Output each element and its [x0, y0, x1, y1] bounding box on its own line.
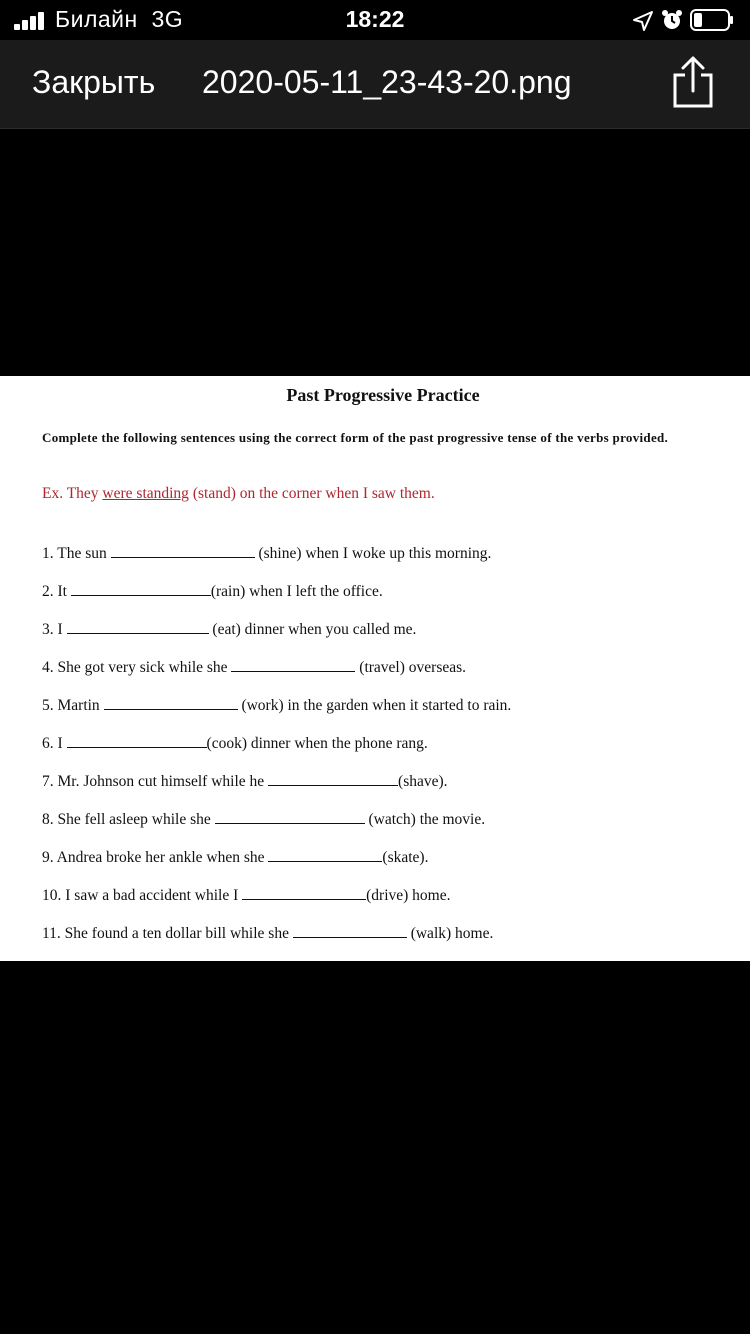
exercise-item: 2. It (rain) when I left the office.: [42, 583, 383, 600]
worksheet-image[interactable]: [0, 376, 750, 961]
answer-blank: [268, 771, 398, 786]
answer-blank: [104, 695, 238, 710]
exercise-item: 1. The sun (shine) when I woke up this morning.: [42, 545, 492, 562]
exercise-item: 10. I saw a bad accident while I (drive) home.: [42, 887, 451, 904]
exercise-item: 9. Andrea broke her ankle when she (skate).: [42, 849, 429, 866]
example-answer: were standing: [102, 485, 189, 502]
answer-blank: [231, 657, 355, 672]
answer-blank: [268, 847, 382, 862]
example-suffix: (stand) on the corner when I saw them.: [188, 485, 435, 502]
worksheet-title: Past Progressive Practice: [286, 385, 480, 405]
example-sentence: [42, 485, 435, 503]
alarm-icon: [660, 8, 684, 32]
location-arrow-icon: [632, 10, 654, 32]
worksheet-instructions: Complete the following sentences using the correct form of the past progressive tense of the verbs provided.: [42, 430, 669, 445]
carrier-label: Билайн 3G: [55, 6, 184, 32]
answer-blank: [67, 733, 207, 748]
exercise-item: 11. She found a ten dollar bill while she (walk) home.: [42, 925, 494, 942]
answer-blank: [242, 885, 366, 900]
file-name-title: 2020-05-11_23-43-20.png: [202, 64, 572, 100]
exercise-item: 3. I (eat) dinner when you called me.: [42, 621, 417, 638]
answer-blank: [215, 809, 365, 824]
answer-blank: [67, 619, 209, 634]
viewer-nav-bar: [0, 40, 750, 129]
close-button[interactable]: Закрыть: [32, 64, 156, 100]
status-bar: [0, 0, 750, 40]
exercise-item: 7. Mr. Johnson cut himself while he (shave).: [42, 773, 448, 790]
share-icon[interactable]: [670, 55, 716, 109]
answer-blank: [111, 543, 255, 558]
answer-blank: [293, 923, 407, 938]
example-prefix: Ex. They: [42, 485, 103, 502]
network-label: 3G: [151, 6, 184, 32]
exercise-item: 5. Martin (work) in the garden when it started to rain.: [42, 697, 512, 714]
exercise-item: 8. She fell asleep while she (watch) the movie.: [42, 811, 486, 828]
exercise-item: 4. She got very sick while she (travel) overseas.: [42, 659, 467, 676]
battery-icon: [690, 9, 734, 31]
answer-blank: [71, 581, 211, 596]
clock: 18:22: [345, 6, 405, 32]
exercise-item: 6. I (cook) dinner when the phone rang.: [42, 735, 428, 752]
